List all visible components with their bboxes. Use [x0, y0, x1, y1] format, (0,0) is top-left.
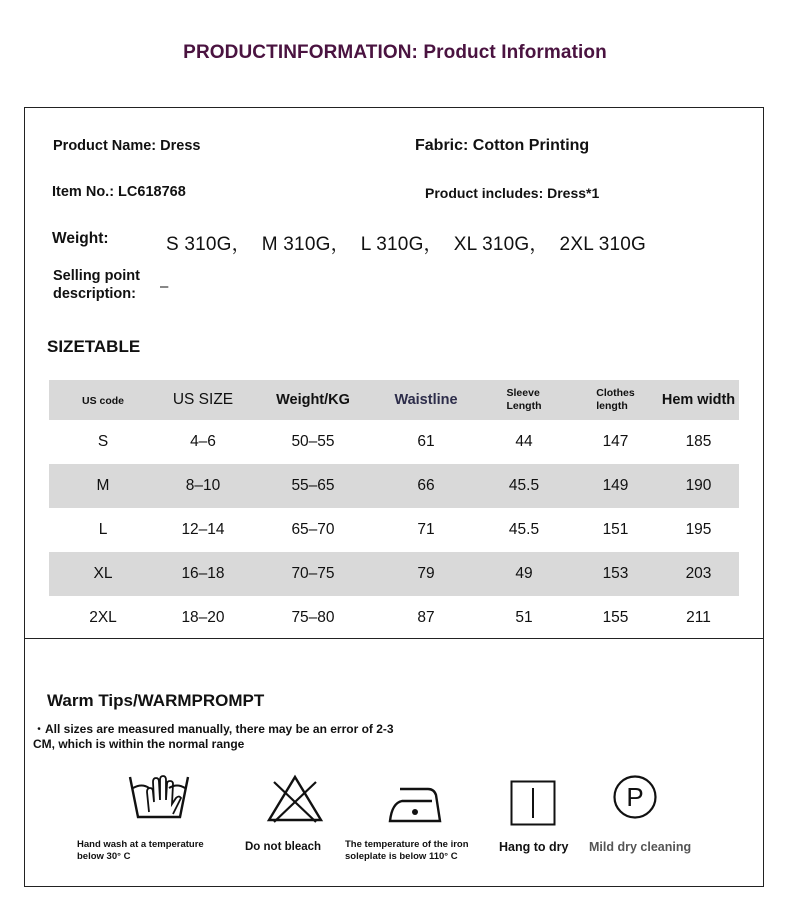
header-waist-label: Waistline: [394, 392, 458, 408]
iron-label-line1: The temperature of the iron: [345, 839, 469, 850]
cell-code: 2XL: [89, 609, 117, 626]
header-clothes-line1: Clothes: [596, 386, 635, 399]
header-us-size-label: US SIZE: [172, 391, 234, 408]
header-us-size: [157, 380, 249, 420]
cell-waist: 79: [377, 552, 475, 596]
header-sleeve: [475, 380, 573, 420]
selling-point-label-line1: Selling point: [53, 268, 140, 284]
hang-dry-label: Hang to dry: [499, 840, 569, 854]
warm-tips-title: Warm Tips/WARMPROMPT: [47, 691, 265, 710]
product-includes: Product includes: Dress*1: [425, 185, 600, 201]
dry-clean-icon: [612, 774, 658, 820]
header-us-code-label: US code: [81, 395, 124, 407]
cell-size: 4–6: [190, 433, 216, 450]
dry-clean-symbol: P: [626, 782, 644, 812]
selling-point-label-line2: description:: [53, 286, 136, 302]
header-waist: [377, 380, 475, 420]
iron-label: [345, 839, 469, 863]
hand-wash-icon: [127, 774, 191, 822]
cell-clothes: 147: [602, 433, 629, 450]
cell-code: S: [97, 433, 109, 450]
size-table-title: SIZETABLE: [47, 337, 141, 356]
size-table-header: [49, 380, 739, 420]
header-sleeve-label: [507, 387, 542, 413]
header-weight: [249, 380, 377, 420]
page-title: PRODUCTINFORMATION: Product Information: [183, 42, 607, 63]
cell-hem: 195: [685, 521, 712, 538]
cell-code: XL: [49, 552, 157, 596]
cell-sleeve: 44: [515, 433, 533, 450]
cell-clothes: 151: [602, 521, 629, 538]
cell-waist: 66: [377, 464, 475, 508]
cell-clothes: 155: [602, 609, 629, 626]
cell-sleeve: 49: [475, 552, 573, 596]
cell-clothes: 149: [573, 464, 658, 508]
hand-wash-label-line2: below 30° C: [77, 851, 131, 862]
cell-size: 18–20: [181, 609, 225, 626]
cell-size: 8–10: [157, 464, 249, 508]
hand-wash-label-line1: Hand wash at a temperature: [77, 839, 204, 850]
cell-hem: 203: [658, 552, 739, 596]
selling-point-label: [53, 267, 140, 303]
cell-hem: 211: [686, 609, 711, 626]
size-table: [49, 380, 739, 640]
header-weight-label: Weight/KG: [276, 392, 350, 408]
table-row: [49, 596, 739, 640]
cell-waist: 61: [417, 433, 435, 450]
header-hem: [658, 380, 739, 420]
warm-tips-text: [33, 722, 473, 752]
hand-wash-label: [77, 839, 204, 863]
cell-size: 12–14: [181, 521, 225, 538]
header-clothes: [573, 380, 658, 420]
warm-tips-line1: ・All sizes are measured manually, there may be an error of 2-3: [33, 722, 394, 736]
cell-size: 16–18: [157, 552, 249, 596]
hang-dry-icon: [510, 780, 556, 826]
weight-values: S 310G， M 310G， L 310G， XL 310G， 2XL 310G: [166, 234, 647, 255]
cell-weight: 75–80: [291, 609, 335, 626]
item-number: Item No.: LC618768: [52, 184, 186, 200]
header-clothes-label: [596, 387, 635, 413]
do-not-bleach-icon: [266, 774, 324, 824]
dry-clean-label: Mild dry cleaning: [589, 840, 692, 854]
cell-code: M: [49, 464, 157, 508]
iron-icon: [388, 783, 442, 825]
header-sleeve-line1: Sleeve: [506, 386, 540, 399]
selling-point-value: –: [160, 278, 169, 295]
cell-waist: 71: [417, 521, 435, 538]
warm-tips-line2: CM, which is within the normal range: [33, 737, 245, 751]
cell-hem: 190: [658, 464, 739, 508]
cell-sleeve: 45.5: [475, 464, 573, 508]
iron-label-line2: soleplate is below 110° C: [345, 851, 458, 862]
cell-weight: 65–70: [291, 521, 335, 538]
header-us-code: [49, 380, 157, 420]
cell-waist: 87: [417, 609, 435, 626]
header-hem-label: Hem width: [661, 392, 736, 408]
cell-clothes: 153: [573, 552, 658, 596]
header-sleeve-line2: Length: [506, 399, 542, 412]
no-bleach-label: Do not bleach: [245, 841, 322, 853]
table-row: [49, 420, 739, 464]
cell-sleeve: 45.5: [508, 521, 540, 538]
cell-weight: 55–65: [249, 464, 377, 508]
table-row: [49, 464, 739, 508]
fabric: Fabric: Cotton Printing: [415, 137, 590, 154]
cell-sleeve: 51: [515, 609, 533, 626]
header-clothes-line2: length: [596, 399, 628, 412]
table-row: [49, 508, 739, 552]
product-name: Product Name: Dress: [53, 138, 201, 154]
weight-label: Weight:: [52, 230, 109, 247]
cell-weight: 50–55: [291, 433, 335, 450]
table-row: [49, 552, 739, 596]
cell-weight: 70–75: [249, 552, 377, 596]
cell-code: L: [98, 521, 108, 538]
cell-hem: 185: [685, 433, 712, 450]
